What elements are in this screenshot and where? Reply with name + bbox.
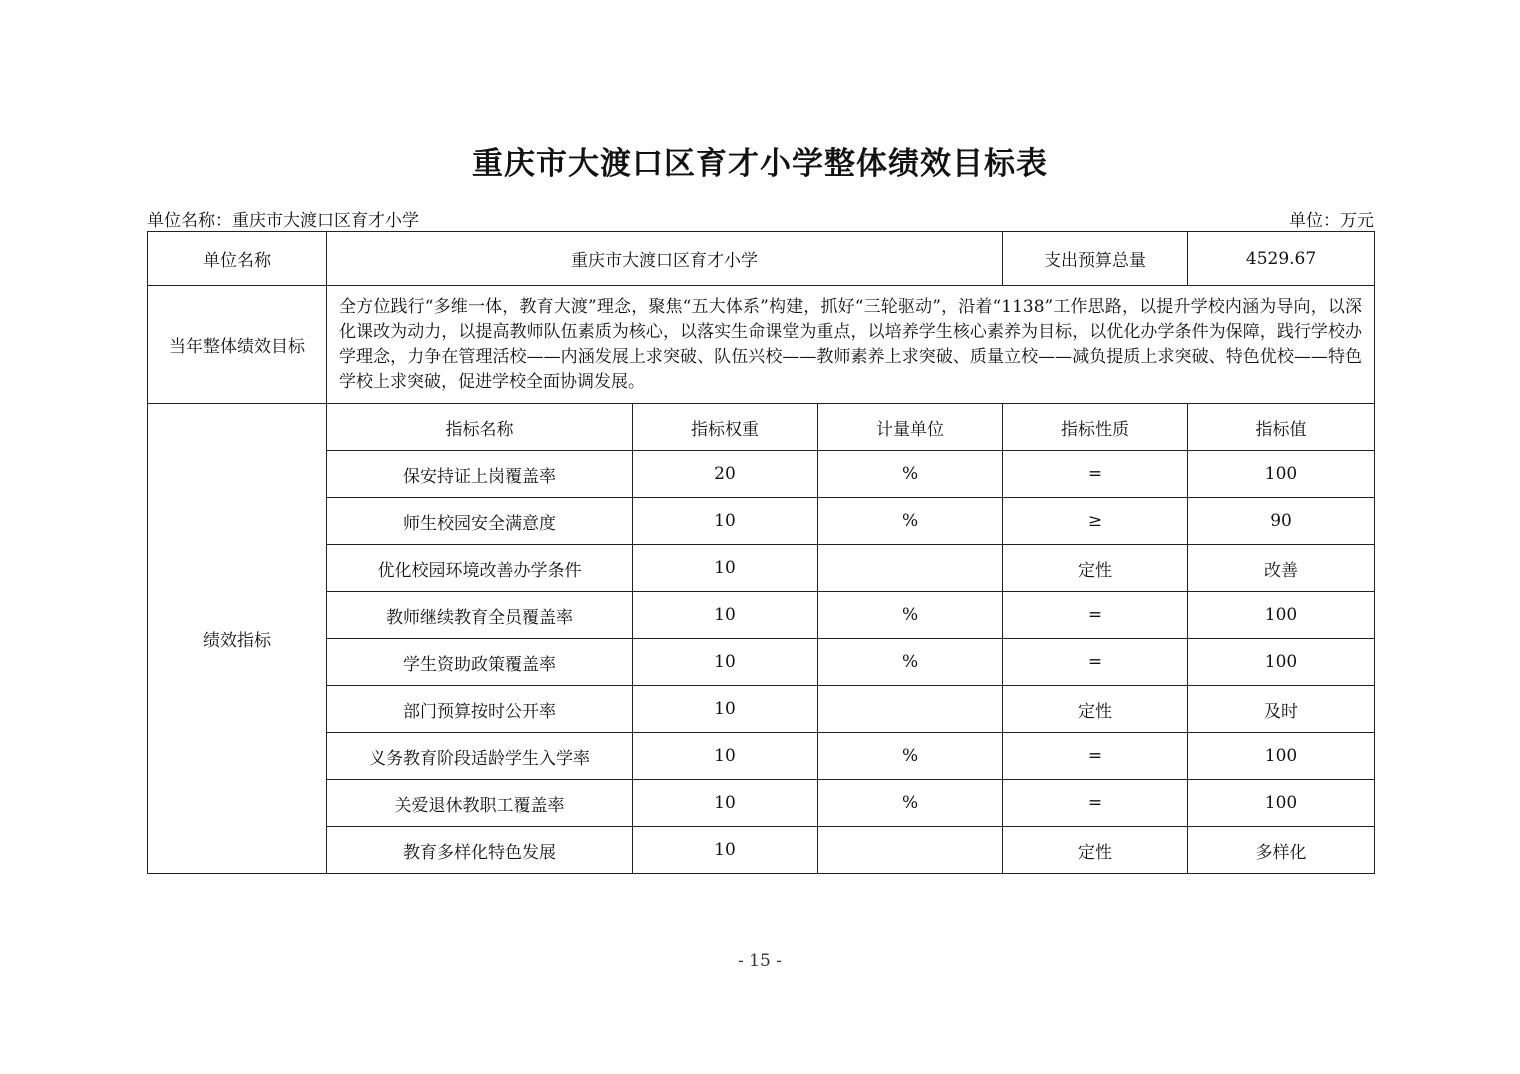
indicator-name: 关爱退休教职工覆盖率	[327, 780, 633, 827]
table-row	[148, 733, 1375, 780]
goal-text-cell: 全方位践行“多维一体，教育大渡”理念，聚焦“五大体系”构建，抓好“三轮驱动”，沿着“1138”工作思路，以提升学校内涵为导向，以深化课改为动力，以提高教师队伍素质为核心，以落实生命课堂为重点，以培养学生核心素养为目标，以优化办学条件为保障，践行学校办学理念，力争在管理活校——内涵发展上求突破、队伍兴校——教师素养上求突破、质量立校——减负提质上求突破、特色优校——特色学校上求突破，促进学校全面协调发展。	[327, 286, 1375, 404]
header-indicator-value: 指标值	[1188, 404, 1375, 451]
indicator-weight: 10	[633, 592, 818, 639]
indicator-unit: %	[818, 733, 1003, 780]
indicator-unit: %	[818, 498, 1003, 545]
indicator-weight: 10	[633, 686, 818, 733]
indicator-weight: 20	[633, 451, 818, 498]
indicator-name: 优化校园环境改善办学条件	[327, 545, 633, 592]
page-title: 重庆市大渡口区育才小学整体绩效目标表	[472, 146, 1048, 182]
indicator-value: 100	[1188, 451, 1375, 498]
indicator-nature: =	[1003, 733, 1188, 780]
budget-label-cell: 支出预算总量	[1003, 232, 1188, 286]
indicator-weight: 10	[633, 827, 818, 874]
indicator-unit: %	[818, 451, 1003, 498]
indicator-value: 100	[1188, 780, 1375, 827]
indicator-value: 改善	[1188, 545, 1375, 592]
indicator-value: 90	[1188, 498, 1375, 545]
performance-target-table	[147, 231, 1375, 874]
unit-value-cell: 重庆市大渡口区育才小学	[327, 232, 1003, 286]
indicator-weight: 10	[633, 639, 818, 686]
indicator-value: 及时	[1188, 686, 1375, 733]
header-indicator-nature: 指标性质	[1003, 404, 1188, 451]
indicator-value: 100	[1188, 733, 1375, 780]
indicator-nature: 定性	[1003, 827, 1188, 874]
header-measure-unit: 计量单位	[818, 404, 1003, 451]
indicator-weight: 10	[633, 545, 818, 592]
indicator-header-row	[148, 404, 1375, 451]
unit-row	[148, 232, 1375, 286]
indicator-weight: 10	[633, 780, 818, 827]
indicator-unit	[818, 686, 1003, 733]
table-row	[148, 686, 1375, 733]
table-row	[148, 780, 1375, 827]
page-number: - 15 -	[738, 951, 782, 971]
indicator-name: 学生资助政策覆盖率	[327, 639, 633, 686]
indicator-weight: 10	[633, 498, 818, 545]
goal-row	[148, 286, 1375, 404]
header-indicator-weight: 指标权重	[633, 404, 818, 451]
indicator-nature: =	[1003, 451, 1188, 498]
indicators-label-cell: 绩效指标	[148, 404, 327, 874]
table-row	[148, 827, 1375, 874]
unit-name-caption: 单位名称：重庆市大渡口区育才小学	[147, 211, 419, 231]
indicator-nature: 定性	[1003, 545, 1188, 592]
table-row	[148, 545, 1375, 592]
indicator-nature: 定性	[1003, 686, 1188, 733]
indicator-value: 100	[1188, 639, 1375, 686]
indicator-nature: =	[1003, 780, 1188, 827]
goal-label-cell: 当年整体绩效目标	[148, 286, 327, 404]
indicator-name: 义务教育阶段适龄学生入学率	[327, 733, 633, 780]
unit-label-cell: 单位名称	[148, 232, 327, 286]
indicator-unit: %	[818, 592, 1003, 639]
indicator-name: 教师继续教育全员覆盖率	[327, 592, 633, 639]
indicator-name: 师生校园安全满意度	[327, 498, 633, 545]
indicator-name: 保安持证上岗覆盖率	[327, 451, 633, 498]
table-row	[148, 451, 1375, 498]
indicator-nature: =	[1003, 639, 1188, 686]
budget-value-cell: 4529.67	[1188, 232, 1375, 286]
table-row	[148, 592, 1375, 639]
indicator-name: 教育多样化特色发展	[327, 827, 633, 874]
indicator-value: 100	[1188, 592, 1375, 639]
indicator-name: 部门预算按时公开率	[327, 686, 633, 733]
indicator-unit: %	[818, 639, 1003, 686]
header-indicator-name: 指标名称	[327, 404, 633, 451]
indicator-unit: %	[818, 780, 1003, 827]
indicator-unit	[818, 545, 1003, 592]
indicator-nature: ≥	[1003, 498, 1188, 545]
currency-unit-caption: 单位：万元	[1289, 211, 1374, 231]
table-row	[148, 639, 1375, 686]
table-row	[148, 498, 1375, 545]
indicator-nature: =	[1003, 592, 1188, 639]
indicator-value: 多样化	[1188, 827, 1375, 874]
indicator-unit	[818, 827, 1003, 874]
indicator-weight: 10	[633, 733, 818, 780]
